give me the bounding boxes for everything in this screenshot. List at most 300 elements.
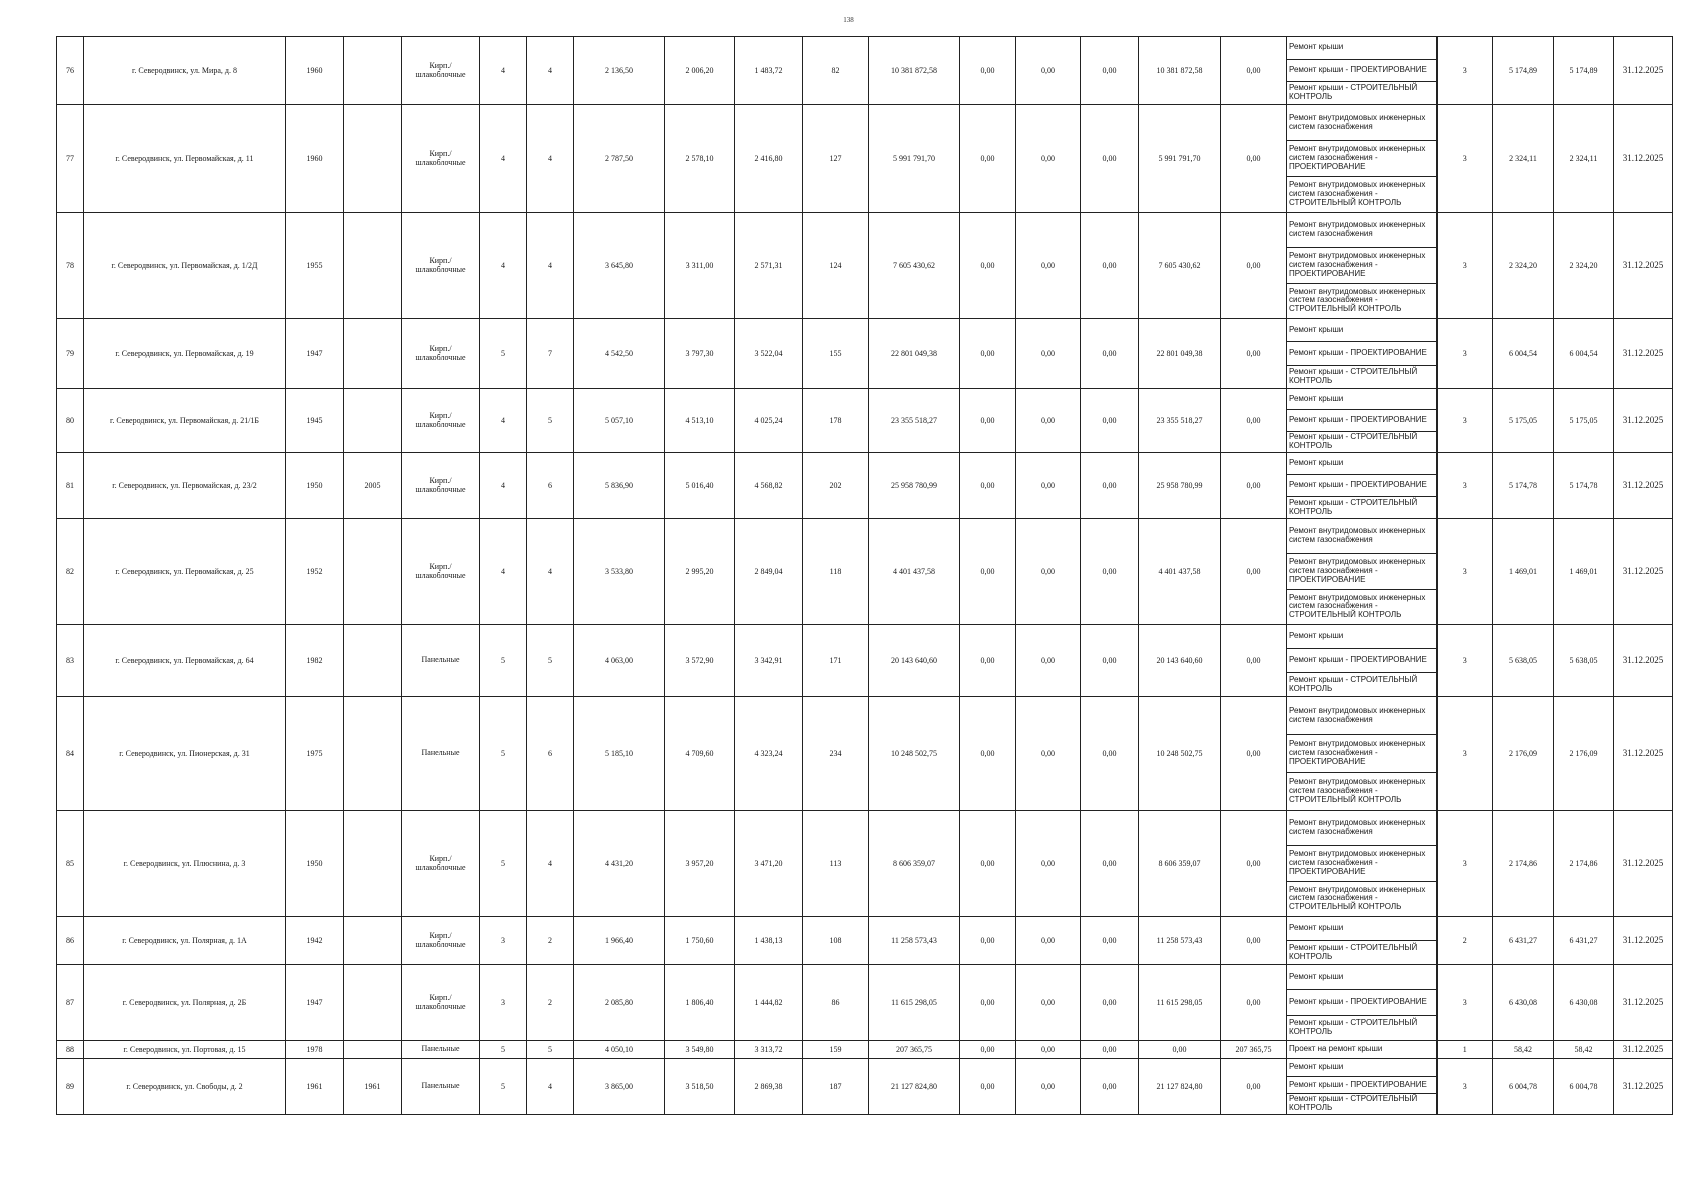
wall-material: Панельные [402,625,480,697]
unit-cost: 6 430,08 [1493,965,1554,1041]
table-row [57,811,1673,917]
year-built: 1947 [286,319,344,389]
completion-date: 31.12.2025 [1614,213,1673,319]
owners-funds: 7 605 430,62 [1139,213,1221,319]
work-item: Ремонт крыши - ПРОЕКТИРОВАНИЕ [1287,649,1436,673]
residential-area: 4 568,82 [735,453,803,519]
total-area: 2 085,80 [574,965,665,1041]
total-area: 2 787,50 [574,105,665,213]
owners-funds: 10 381 872,58 [1139,37,1221,105]
unit-cost-limit: 5 175,05 [1554,389,1614,453]
residential-area: 3 471,20 [735,811,803,917]
table-row [57,917,1673,965]
regional-funds: 0,00 [1016,319,1081,389]
table-row [57,1041,1673,1059]
premises-area: 2 006,20 [665,37,735,105]
work-item: Ремонт внутридомовых инженерных систем газоснабжения - СТРОИТЕЛЬНЫЙ КОНТРОЛЬ [1289,884,1426,912]
owners-funds: 21 127 824,80 [1139,1059,1221,1115]
floors-count: 4 [480,389,527,453]
completion-date: 31.12.2025 [1614,965,1673,1041]
house-address: г. Северодвинск, ул. Первомайская, д. 21/1Б [84,389,286,453]
unit-cost: 5 638,05 [1493,625,1554,697]
work-item: Ремонт внутридомовых инженерных систем газоснабжения [1287,213,1436,248]
works-count: 3 [1437,965,1493,1041]
work-item: Ремонт крыши [1287,389,1436,410]
work-item: Ремонт крыши [1287,625,1436,649]
entrances-count: 7 [527,319,574,389]
entrances-count: 4 [527,519,574,625]
premises-area: 3 797,30 [665,319,735,389]
completion-date: 31.12.2025 [1614,519,1673,625]
table-row [57,519,1673,625]
other-funds: 0,00 [1221,319,1287,389]
entrances-count: 4 [527,213,574,319]
completion-date: 31.12.2025 [1614,319,1673,389]
residential-area: 2 416,80 [735,105,803,213]
premises-area: 3 549,80 [665,1041,735,1059]
register-table [56,36,1673,1115]
house-address: г. Северодвинск, ул. Плюснина, д. 3 [84,811,286,917]
completion-date: 31.12.2025 [1614,917,1673,965]
unit-cost-limit: 6 431,27 [1554,917,1614,965]
row-number: 76 [57,37,84,105]
wall-material: Кирп./ шлакоблочные [402,811,480,917]
wall-material: Кирп./ шлакоблочные [402,965,480,1041]
work-item: Ремонт крыши [1287,319,1436,342]
works-list [1287,105,1437,213]
work-item: Ремонт крыши [1287,1059,1436,1077]
regional-funds: 0,00 [1016,917,1081,965]
row-number: 80 [57,389,84,453]
residential-area: 1 438,13 [735,917,803,965]
regional-funds: 0,00 [1016,697,1081,811]
residential-area: 1 444,82 [735,965,803,1041]
federal-funds: 0,00 [960,965,1016,1041]
total-cost: 23 355 518,27 [869,389,960,453]
year-renovated [344,1041,402,1059]
table-row [57,1059,1673,1115]
residents-count: 82 [803,37,869,105]
federal-funds: 0,00 [960,453,1016,519]
residents-count: 108 [803,917,869,965]
row-number: 78 [57,213,84,319]
wall-material: Кирп./ шлакоблочные [402,319,480,389]
regional-funds: 0,00 [1016,37,1081,105]
work-item: Ремонт крыши - ПРОЕКТИРОВАНИЕ [1287,1077,1436,1095]
unit-cost-limit: 5 174,89 [1554,37,1614,105]
work-item: Ремонт внутридомовых инженерных систем газоснабжения [1287,519,1436,554]
work-item: Ремонт внутридомовых инженерных систем газоснабжения - ПРОЕКТИРОВАНИЕ [1287,141,1436,177]
residents-count: 124 [803,213,869,319]
total-area: 3 645,80 [574,213,665,319]
total-area: 2 136,50 [574,37,665,105]
work-item: Ремонт внутридомовых инженерных систем газоснабжения [1287,105,1436,141]
row-number: 83 [57,625,84,697]
regional-funds: 0,00 [1016,453,1081,519]
works-count: 3 [1437,213,1493,319]
work-item: Ремонт крыши - СТРОИТЕЛЬНЫЙ КОНТРОЛЬ [1289,942,1418,961]
house-address: г. Северодвинск, ул. Пионерская, д. 31 [84,697,286,811]
residents-count: 118 [803,519,869,625]
municipal-funds: 0,00 [1081,1059,1139,1115]
total-area: 5 057,10 [574,389,665,453]
federal-funds: 0,00 [960,1041,1016,1059]
completion-date: 31.12.2025 [1614,453,1673,519]
entrances-count: 5 [527,389,574,453]
owners-funds: 0,00 [1139,1041,1221,1059]
premises-area: 2 578,10 [665,105,735,213]
federal-funds: 0,00 [960,37,1016,105]
wall-material: Панельные [402,697,480,811]
residential-area: 3 522,04 [735,319,803,389]
regional-funds: 0,00 [1016,519,1081,625]
completion-date: 31.12.2025 [1614,1059,1673,1115]
entrances-count: 5 [527,625,574,697]
regional-funds: 0,00 [1016,1059,1081,1115]
year-built: 1945 [286,389,344,453]
year-built: 1950 [286,453,344,519]
year-built: 1960 [286,105,344,213]
federal-funds: 0,00 [960,697,1016,811]
floors-count: 5 [480,1041,527,1059]
total-area: 3 533,80 [574,519,665,625]
entrances-count: 4 [527,105,574,213]
unit-cost: 1 469,01 [1493,519,1554,625]
work-item: Ремонт внутридомовых инженерных систем газоснабжения - СТРОИТЕЛЬНЫЙ КОНТРОЛЬ [1289,180,1426,207]
work-item: Ремонт крыши - ПРОЕКТИРОВАНИЕ [1287,410,1436,431]
year-built: 1952 [286,519,344,625]
regional-funds: 0,00 [1016,389,1081,453]
other-funds: 0,00 [1221,625,1287,697]
total-cost: 11 615 298,05 [869,965,960,1041]
row-number: 85 [57,811,84,917]
work-item: Ремонт крыши [1287,453,1436,475]
municipal-funds: 0,00 [1081,811,1139,917]
total-cost: 25 958 780,99 [869,453,960,519]
unit-cost: 5 174,78 [1493,453,1554,519]
wall-material: Панельные [402,1059,480,1115]
table-row [57,697,1673,811]
work-item: Ремонт крыши - ПРОЕКТИРОВАНИЕ [1287,475,1436,497]
premises-area: 4 513,10 [665,389,735,453]
federal-funds: 0,00 [960,917,1016,965]
year-renovated [344,697,402,811]
residents-count: 155 [803,319,869,389]
unit-cost: 6 004,54 [1493,319,1554,389]
unit-cost-limit: 6 004,54 [1554,319,1614,389]
floors-count: 5 [480,697,527,811]
work-item: Ремонт крыши - ПРОЕКТИРОВАНИЕ [1287,60,1436,83]
floors-count: 4 [480,453,527,519]
year-built: 1950 [286,811,344,917]
municipal-funds: 0,00 [1081,965,1139,1041]
works-count: 3 [1437,105,1493,213]
total-cost: 10 381 872,58 [869,37,960,105]
works-list [1287,625,1437,697]
municipal-funds: 0,00 [1081,213,1139,319]
premises-area: 3 572,90 [665,625,735,697]
federal-funds: 0,00 [960,389,1016,453]
regional-funds: 0,00 [1016,965,1081,1041]
other-funds: 207 365,75 [1221,1041,1287,1059]
entrances-count: 4 [527,811,574,917]
residents-count: 86 [803,965,869,1041]
total-area: 5 836,90 [574,453,665,519]
total-cost: 4 401 437,58 [869,519,960,625]
floors-count: 5 [480,319,527,389]
row-number: 81 [57,453,84,519]
year-renovated [344,213,402,319]
total-area: 4 063,00 [574,625,665,697]
floors-count: 5 [480,625,527,697]
year-renovated [344,965,402,1041]
premises-area: 4 709,60 [665,697,735,811]
unit-cost: 2 324,11 [1493,105,1554,213]
residents-count: 187 [803,1059,869,1115]
municipal-funds: 0,00 [1081,105,1139,213]
works-list [1287,965,1437,1041]
house-address: г. Северодвинск, ул. Первомайская, д. 64 [84,625,286,697]
work-item: Ремонт крыши - ПРОЕКТИРОВАНИЕ [1287,342,1436,365]
total-cost: 11 258 573,43 [869,917,960,965]
unit-cost: 6 004,78 [1493,1059,1554,1115]
floors-count: 5 [480,811,527,917]
other-funds: 0,00 [1221,811,1287,917]
floors-count: 3 [480,965,527,1041]
federal-funds: 0,00 [960,519,1016,625]
total-cost: 8 606 359,07 [869,811,960,917]
work-item: Ремонт крыши [1287,37,1436,60]
total-cost: 22 801 049,38 [869,319,960,389]
completion-date: 31.12.2025 [1614,697,1673,811]
table-row [57,213,1673,319]
row-number: 89 [57,1059,84,1115]
regional-funds: 0,00 [1016,213,1081,319]
works-list [1287,1041,1437,1059]
owners-funds: 5 991 791,70 [1139,105,1221,213]
unit-cost-limit: 58,42 [1554,1041,1614,1059]
residential-area: 2 849,04 [735,519,803,625]
work-item: Ремонт внутридомовых инженерных систем газоснабжения - СТРОИТЕЛЬНЫЙ КОНТРОЛЬ [1289,592,1426,620]
other-funds: 0,00 [1221,519,1287,625]
work-item: Ремонт крыши - СТРОИТЕЛЬНЫЙ КОНТРОЛЬ [1289,1094,1418,1113]
house-address: г. Северодвинск, ул. Первомайская, д. 25 [84,519,286,625]
work-item: Ремонт внутридомовых инженерных систем газоснабжения - ПРОЕКТИРОВАНИЕ [1287,846,1436,881]
owners-funds: 10 248 502,75 [1139,697,1221,811]
works-list [1287,519,1437,625]
residential-area: 3 313,72 [735,1041,803,1059]
wall-material: Кирп./ шлакоблочные [402,105,480,213]
unit-cost: 2 176,09 [1493,697,1554,811]
wall-material: Кирп./ шлакоблочные [402,213,480,319]
work-item: Ремонт крыши - СТРОИТЕЛЬНЫЙ КОНТРОЛЬ [1289,432,1418,450]
table-row [57,453,1673,519]
works-list [1287,389,1437,453]
house-address: г. Северодвинск, ул. Свободы, д. 2 [84,1059,286,1115]
works-count: 3 [1437,37,1493,105]
entrances-count: 4 [527,1059,574,1115]
residential-area: 2 571,31 [735,213,803,319]
owners-funds: 4 401 437,58 [1139,519,1221,625]
row-number: 77 [57,105,84,213]
owners-funds: 8 606 359,07 [1139,811,1221,917]
house-address: г. Северодвинск, ул. Первомайская, д. 1/2Д [84,213,286,319]
table-row [57,625,1673,697]
year-renovated [344,319,402,389]
total-area: 4 050,10 [574,1041,665,1059]
year-built: 1960 [286,37,344,105]
year-built: 1982 [286,625,344,697]
other-funds: 0,00 [1221,1059,1287,1115]
municipal-funds: 0,00 [1081,1041,1139,1059]
entrances-count: 6 [527,697,574,811]
year-renovated [344,105,402,213]
house-address: г. Северодвинск, ул. Первомайская, д. 19 [84,319,286,389]
work-item: Ремонт внутридомовых инженерных систем газоснабжения - ПРОЕКТИРОВАНИЕ [1287,248,1436,283]
unit-cost: 6 431,27 [1493,917,1554,965]
works-list [1287,1059,1437,1115]
entrances-count: 4 [527,37,574,105]
work-item: Ремонт крыши - СТРОИТЕЛЬНЫЙ КОНТРОЛЬ [1289,1018,1418,1036]
residents-count: 171 [803,625,869,697]
owners-funds: 23 355 518,27 [1139,389,1221,453]
year-built: 1955 [286,213,344,319]
premises-area: 1 750,60 [665,917,735,965]
year-renovated: 1961 [344,1059,402,1115]
works-count: 3 [1437,1059,1493,1115]
total-cost: 5 991 791,70 [869,105,960,213]
municipal-funds: 0,00 [1081,389,1139,453]
federal-funds: 0,00 [960,105,1016,213]
row-number: 82 [57,519,84,625]
total-area: 4 431,20 [574,811,665,917]
work-item: Проект на ремонт крыши [1289,1044,1383,1054]
year-renovated [344,519,402,625]
works-list [1287,917,1437,965]
total-cost: 207 365,75 [869,1041,960,1059]
work-item: Ремонт внутридомовых инженерных систем газоснабжения - СТРОИТЕЛЬНЫЙ КОНТРОЛЬ [1289,286,1426,314]
floors-count: 4 [480,105,527,213]
house-address: г. Северодвинск, ул. Первомайская, д. 23/2 [84,453,286,519]
row-number: 88 [57,1041,84,1059]
row-number: 84 [57,697,84,811]
floors-count: 5 [480,1059,527,1115]
premises-area: 3 518,50 [665,1059,735,1115]
year-renovated [344,37,402,105]
works-list [1287,319,1437,389]
other-funds: 0,00 [1221,917,1287,965]
work-item: Ремонт крыши [1287,917,1436,941]
municipal-funds: 0,00 [1081,917,1139,965]
wall-material: Кирп./ шлакоблочные [402,37,480,105]
entrances-count: 2 [527,965,574,1041]
wall-material: Кирп./ шлакоблочные [402,389,480,453]
year-renovated [344,625,402,697]
floors-count: 4 [480,519,527,625]
total-cost: 7 605 430,62 [869,213,960,319]
work-item: Ремонт внутридомовых инженерных систем газоснабжения [1287,811,1436,846]
row-number: 86 [57,917,84,965]
work-item: Ремонт крыши - СТРОИТЕЛЬНЫЙ КОНТРОЛЬ [1289,497,1418,516]
residential-area: 1 483,72 [735,37,803,105]
residential-area: 2 869,38 [735,1059,803,1115]
wall-material: Кирп./ шлакоблочные [402,453,480,519]
works-count: 3 [1437,697,1493,811]
row-number: 87 [57,965,84,1041]
completion-date: 31.12.2025 [1614,1041,1673,1059]
completion-date: 31.12.2025 [1614,811,1673,917]
residential-area: 4 025,24 [735,389,803,453]
municipal-funds: 0,00 [1081,319,1139,389]
year-renovated [344,811,402,917]
residents-count: 159 [803,1041,869,1059]
owners-funds: 25 958 780,99 [1139,453,1221,519]
unit-cost: 5 174,89 [1493,37,1554,105]
works-list [1287,453,1437,519]
table-row [57,37,1673,105]
federal-funds: 0,00 [960,1059,1016,1115]
wall-material: Кирп./ шлакоблочные [402,917,480,965]
other-funds: 0,00 [1221,965,1287,1041]
work-item: Ремонт внутридомовых инженерных систем газоснабжения - ПРОЕКТИРОВАНИЕ [1287,554,1436,589]
owners-funds: 11 258 573,43 [1139,917,1221,965]
work-item: Ремонт крыши - СТРОИТЕЛЬНЫЙ КОНТРОЛЬ [1289,83,1418,102]
total-area: 3 865,00 [574,1059,665,1115]
works-count: 3 [1437,811,1493,917]
work-item: Ремонт крыши - ПРОЕКТИРОВАНИЕ [1287,990,1436,1015]
residents-count: 113 [803,811,869,917]
total-cost: 21 127 824,80 [869,1059,960,1115]
total-cost: 20 143 640,60 [869,625,960,697]
year-built: 1942 [286,917,344,965]
municipal-funds: 0,00 [1081,697,1139,811]
work-item: Ремонт внутридомовых инженерных систем газоснабжения [1287,697,1436,735]
floors-count: 4 [480,37,527,105]
total-area: 1 966,40 [574,917,665,965]
table-row [57,105,1673,213]
regional-funds: 0,00 [1016,811,1081,917]
total-area: 4 542,50 [574,319,665,389]
residential-area: 4 323,24 [735,697,803,811]
premises-area: 3 311,00 [665,213,735,319]
work-item: Ремонт крыши - СТРОИТЕЛЬНЫЙ КОНТРОЛЬ [1289,674,1418,693]
unit-cost-limit: 1 469,01 [1554,519,1614,625]
work-item: Ремонт внутридомовых инженерных систем газоснабжения - ПРОЕКТИРОВАНИЕ [1287,735,1436,773]
completion-date: 31.12.2025 [1614,625,1673,697]
year-renovated: 2005 [344,453,402,519]
floors-count: 3 [480,917,527,965]
completion-date: 31.12.2025 [1614,389,1673,453]
owners-funds: 22 801 049,38 [1139,319,1221,389]
premises-area: 2 995,20 [665,519,735,625]
work-item: Ремонт крыши - СТРОИТЕЛЬНЫЙ КОНТРОЛЬ [1289,367,1418,385]
house-address: г. Северодвинск, ул. Первомайская, д. 11 [84,105,286,213]
works-count: 3 [1437,625,1493,697]
other-funds: 0,00 [1221,105,1287,213]
work-item: Ремонт внутридомовых инженерных систем газоснабжения - СТРОИТЕЛЬНЫЙ КОНТРОЛЬ [1289,777,1426,804]
unit-cost: 2 324,20 [1493,213,1554,319]
unit-cost-limit: 6 004,78 [1554,1059,1614,1115]
year-built: 1961 [286,1059,344,1115]
table-row [57,389,1673,453]
other-funds: 0,00 [1221,697,1287,811]
premises-area: 5 016,40 [665,453,735,519]
municipal-funds: 0,00 [1081,453,1139,519]
federal-funds: 0,00 [960,319,1016,389]
municipal-funds: 0,00 [1081,37,1139,105]
residents-count: 234 [803,697,869,811]
house-address: г. Северодвинск, ул. Портовая, д. 15 [84,1041,286,1059]
